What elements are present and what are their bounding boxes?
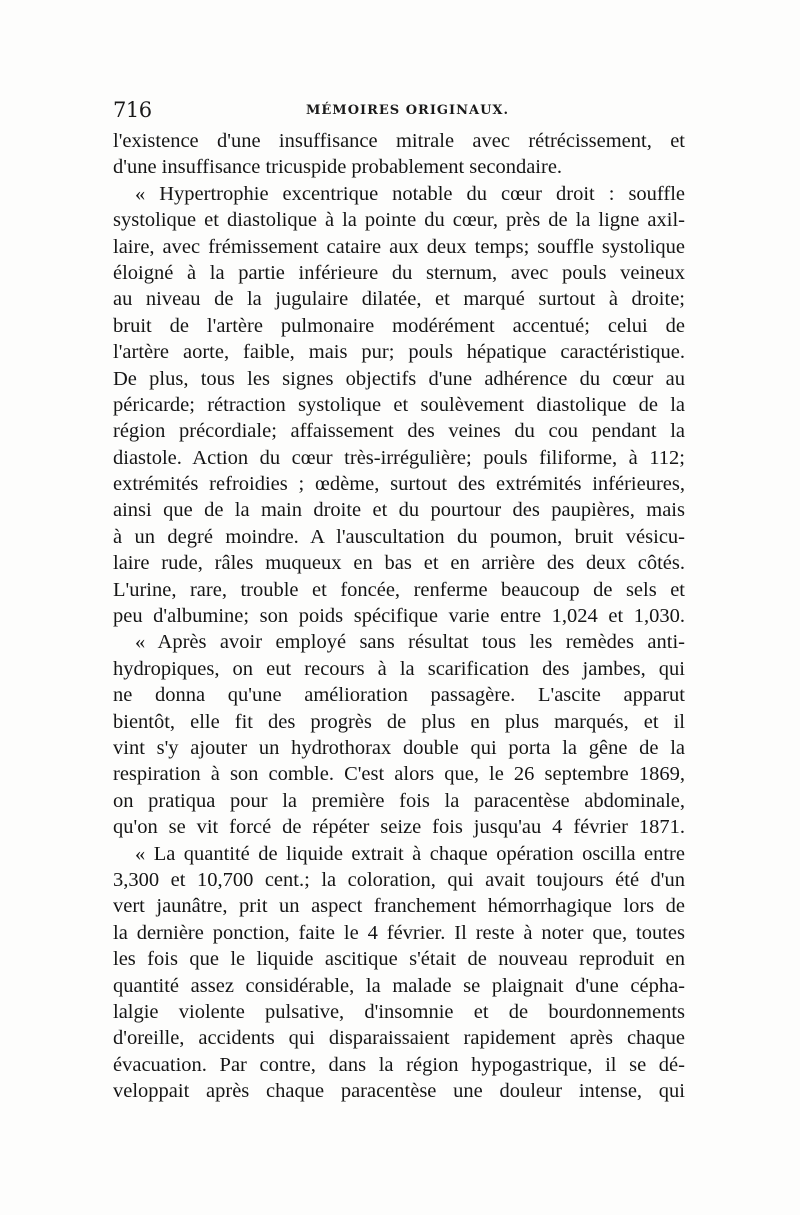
text-line: De plus, tous les signes objectifs d'une adhérence du cœur au — [113, 367, 685, 390]
text-line: à un degré moindre. A l'auscultation du poumon, bruit vésicu- — [113, 525, 685, 548]
text-line: au niveau de la jugulaire dilatée, et marqué surtout à droite; — [113, 288, 685, 311]
text-line: vert jaunâtre, prit un aspect franchement hémorrhagique lors de — [113, 895, 685, 918]
text-line: l'artère aorte, faible, mais pur; pouls hépatique caractéristique. — [113, 341, 685, 364]
text-line: laire rude, râles muqueux en bas et en arrière des deux côtés. — [113, 552, 685, 575]
body-text — [113, 128, 685, 1104]
text-line: diastole. Action du cœur très-irrégulière; pouls filiforme, à 112; — [113, 446, 685, 469]
text-line: les fois que le liquide ascitique s'était de nouveau reproduit en — [113, 948, 685, 971]
page-header — [113, 98, 685, 122]
text-line: lalgie violente pulsative, d'insomnie et de bourdonnements — [113, 1000, 685, 1023]
text-line: vint s'y ajouter un hydrothorax double qui porta la gêne de la — [113, 736, 685, 759]
text-line: respiration à son comble. C'est alors que, le 26 septembre 1869, — [113, 763, 685, 786]
text-line: ne donna qu'une amélioration passagère. L'ascite apparut — [113, 684, 685, 707]
running-head: MÉMOIRES ORIGINAUX. — [306, 103, 510, 118]
text-line: L'urine, rare, trouble et foncée, renferme beaucoup de sels et — [113, 578, 685, 601]
text-line: quantité assez considérable, la malade se plaignait d'une cépha- — [113, 974, 685, 997]
page-number: 716 — [113, 98, 152, 122]
text-line: la dernière ponction, faite le 4 février. Il reste à noter que, toutes — [113, 921, 685, 944]
text-line: d'une insuffisance tricuspide probablement secondaire. — [113, 156, 563, 179]
text-line: d'oreille, accidents qui disparaissaient rapidement après chaque — [113, 1027, 685, 1050]
text-line: systolique et diastolique à la pointe du cœur, près de la ligne axil- — [113, 209, 685, 232]
text-line: 3,300 et 10,700 cent.; la coloration, qui avait toujours été d'un — [113, 868, 685, 891]
text-line: extrémités refroidies ; œdème, surtout des extrémités inférieures, — [113, 473, 685, 496]
text-line: péricarde; rétraction systolique et soulèvement diastolique de la — [113, 393, 685, 416]
text-line: hydropiques, on eut recours à la scarification des jambes, qui — [113, 657, 685, 680]
text-line: on pratiqua pour la première fois la paracentèse abdominale, — [113, 789, 685, 812]
text-line: bruit de l'artère pulmonaire modérément accentué; celui de — [113, 314, 685, 337]
text-line: évacuation. Par contre, dans la région hypogastrique, il se dé- — [113, 1053, 685, 1076]
text-line: l'existence d'une insuffisance mitrale avec rétrécissement, et — [113, 130, 685, 152]
text-line: « Après avoir employé sans résultat tous les remèdes anti- — [135, 631, 685, 654]
text-line: « La quantité de liquide extrait à chaque opération oscilla entre — [135, 842, 685, 865]
text-line: bientôt, elle fit des progrès de plus en plus marqués, et il — [113, 710, 685, 733]
text-line: qu'on se vit forcé de répéter seize fois jusqu'au 4 février 1871. — [113, 816, 685, 839]
text-line: ainsi que de la main droite et du pourtour des paupières, mais — [113, 499, 685, 522]
text-line: peu d'albumine; son poids spécifique varie entre 1,024 et 1,030. — [113, 605, 685, 628]
text-line: laire, avec frémissement cataire aux deux temps; souffle systolique — [113, 235, 685, 258]
text-line: éloigné à la partie inférieure du sternum, avec pouls veineux — [113, 261, 685, 284]
text-line: région précordiale; affaissement des veines du cou pendant la — [113, 420, 685, 443]
text-line: veloppait après chaque paracentèse une douleur intense, qui — [113, 1080, 685, 1103]
text-line: « Hypertrophie excentrique notable du cœur droit : souffle — [135, 182, 685, 205]
